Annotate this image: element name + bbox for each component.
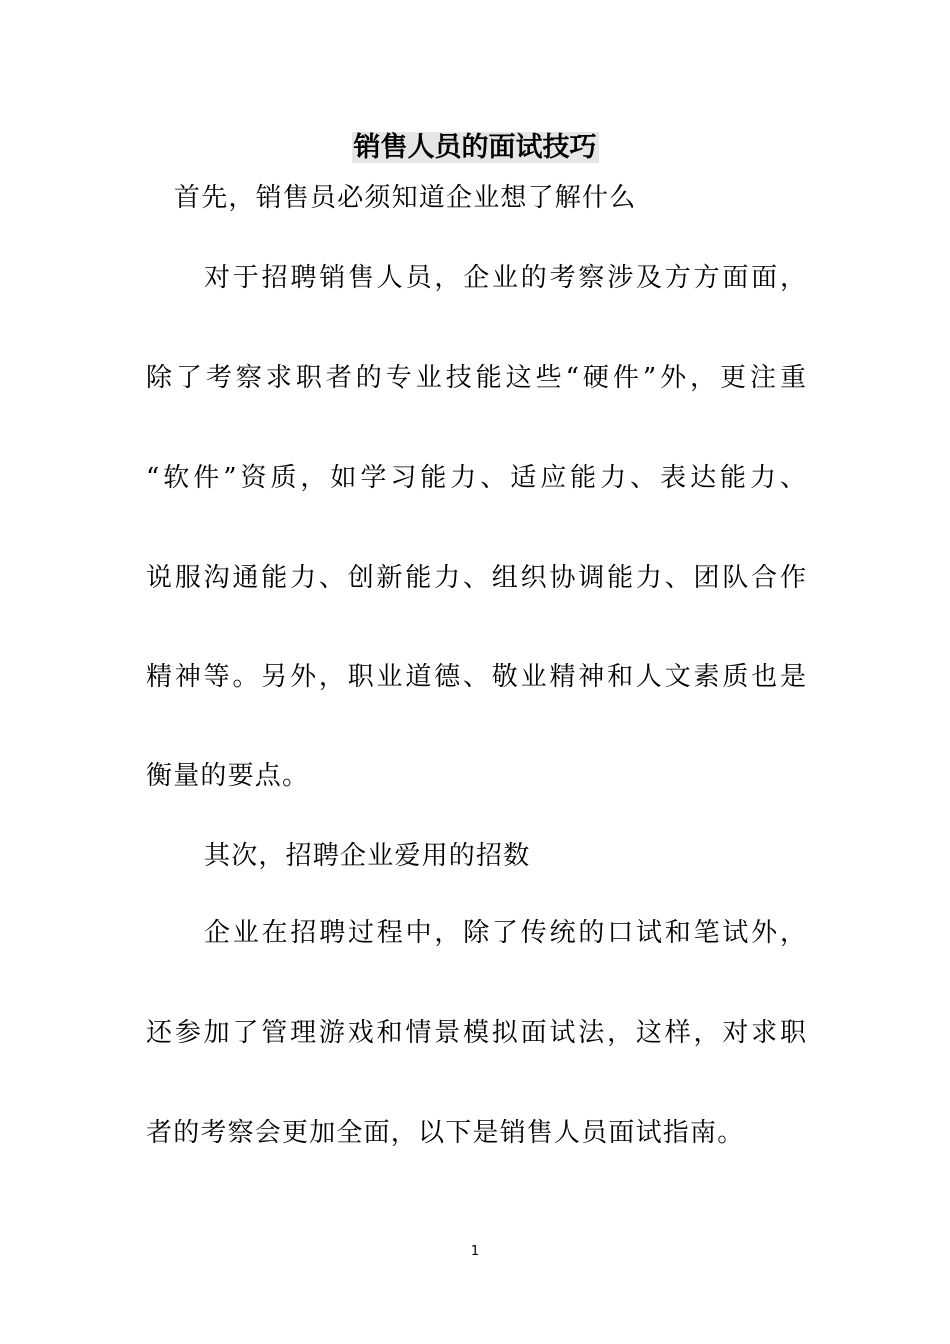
text-line: 衡量的要点。 [146,761,310,791]
text-line: 对于招聘销售人员，企业的考察涉及方方面面， [204,263,806,293]
text-line: 说服沟通能力、创新能力、组织协调能力、团队合作 [146,563,806,593]
text-line: 还参加了管理游戏和情景模拟面试法，这样，对求职 [146,1018,806,1048]
text-line: 者的考察会更加全面，以下是销售人员面试指南。 [146,1118,745,1148]
document-title [0,128,950,168]
page-number: 1 [470,1244,480,1259]
text-line: 精神等。另外，职业道德、敬业精神和人文素质也是 [146,662,806,692]
text-line-section-heading-2: 其次，招聘企业爱用的招数 [204,841,531,871]
text-line: 企业在招聘过程中，除了传统的口试和笔试外， [204,918,806,948]
document-title-text: 销售人员的面试技巧 [353,132,597,163]
text-line: “软件”资质，如学习能力、适应能力、表达能力、 [146,463,806,493]
text-line: 除了考察求职者的专业技能这些“硬件”外，更注重 [146,363,806,393]
text-line-section-heading-1: 首先，销售员必须知道企业想了解什么 [174,183,637,213]
